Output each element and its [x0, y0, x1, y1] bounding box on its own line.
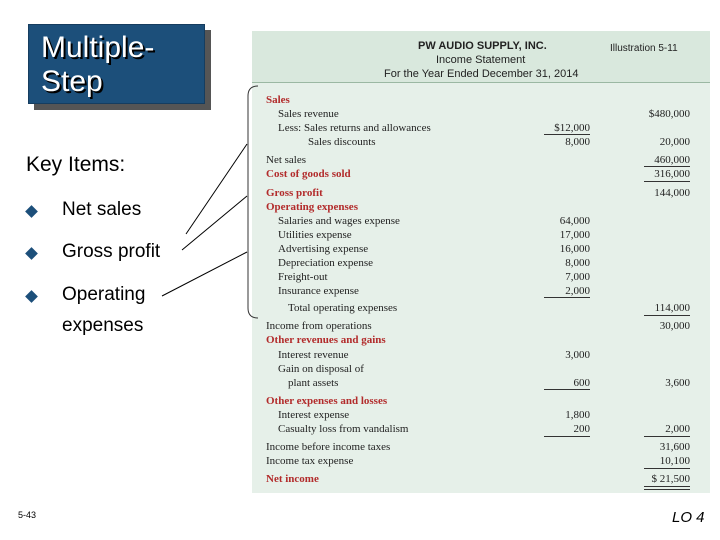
arrow-net-sales	[186, 144, 247, 234]
line-amount-outer: 10,100	[659, 455, 690, 467]
line-amount-outer: 316,000	[654, 168, 690, 180]
arrow-gross-profit	[182, 196, 247, 250]
line-amount-inner: 200	[573, 423, 590, 435]
slide-number: 5-43	[18, 510, 37, 520]
bullet-text: Gross profit	[62, 241, 161, 262]
line-label: Income from operations	[266, 320, 372, 332]
line-amount-inner: 8,000	[565, 257, 590, 269]
company-name: PW AUDIO SUPPLY, INC.	[418, 40, 547, 52]
slide-title: Multiple- Step	[41, 31, 155, 98]
line-amount-outer: $ 21,500	[651, 473, 690, 485]
line-amount-outer: 20,000	[659, 136, 690, 148]
line-amount-inner: 64,000	[559, 215, 590, 227]
line-label: Other revenues and gains	[266, 334, 386, 346]
line-label: Gross profit	[266, 187, 323, 199]
line-label: Other expenses and losses	[266, 395, 388, 407]
line-amount-outer: $480,000	[648, 108, 690, 120]
line-label: Less: Sales returns and allowances	[278, 122, 431, 134]
line-amount-outer: 3,600	[665, 377, 690, 389]
bullet-text: Operating	[62, 284, 146, 305]
line-label: Sales	[266, 94, 290, 106]
statement-period: For the Year Ended December 31, 2014	[384, 68, 579, 80]
line-label: Advertising expense	[278, 243, 369, 255]
line-label: Operating expenses	[266, 201, 358, 213]
arrow-operating-expenses	[162, 252, 247, 296]
bullet-text-continued: expenses	[62, 315, 144, 336]
line-label: Gain on disposal of	[278, 363, 364, 375]
line-label: Interest revenue	[278, 349, 349, 361]
line-amount-inner: 3,000	[565, 349, 590, 361]
line-amount-inner: 1,800	[565, 409, 590, 421]
line-label: Salaries and wages expense	[278, 215, 400, 227]
line-label: Casualty loss from vandalism	[278, 423, 409, 435]
bracket	[248, 86, 258, 318]
line-amount-outer: 30,000	[659, 320, 690, 332]
line-label: plant assets	[288, 377, 339, 389]
illustration-label: Illustration 5-11	[610, 43, 678, 54]
line-label: Utilities expense	[278, 229, 352, 241]
line-amount-inner: 2,000	[565, 285, 590, 297]
line-amount-inner: $12,000	[554, 122, 590, 134]
line-label: Sales revenue	[278, 108, 339, 120]
line-amount-outer: 2,000	[665, 423, 690, 435]
statement-name: Income Statement	[436, 54, 526, 66]
line-label: Depreciation expense	[278, 257, 373, 269]
line-label: Income before income taxes	[266, 441, 391, 453]
learning-objective-tag: LO 4	[672, 509, 705, 526]
key-items-heading: Key Items:	[26, 153, 126, 176]
line-label: Freight-out	[278, 271, 328, 283]
line-label: Cost of goods sold	[266, 168, 351, 180]
line-amount-inner: 600	[573, 377, 590, 389]
line-amount-outer: 460,000	[654, 154, 690, 166]
line-label: Total operating expenses	[288, 302, 398, 314]
line-amount-inner: 16,000	[559, 243, 590, 255]
line-label: Interest expense	[278, 409, 350, 421]
line-label: Net income	[266, 473, 319, 485]
line-amount-outer: 114,000	[654, 302, 690, 314]
line-label: Income tax expense	[266, 455, 354, 467]
line-amount-outer: 144,000	[654, 187, 690, 199]
line-label: Sales discounts	[308, 136, 376, 148]
line-label: Insurance expense	[278, 285, 359, 297]
line-amount-inner: 17,000	[559, 229, 590, 241]
line-amount-inner: 8,000	[565, 136, 590, 148]
line-amount-outer: 31,600	[659, 441, 690, 453]
line-amount-inner: 7,000	[565, 271, 590, 283]
line-label: Net sales	[266, 154, 307, 166]
bullet-text: Net sales	[62, 199, 142, 220]
